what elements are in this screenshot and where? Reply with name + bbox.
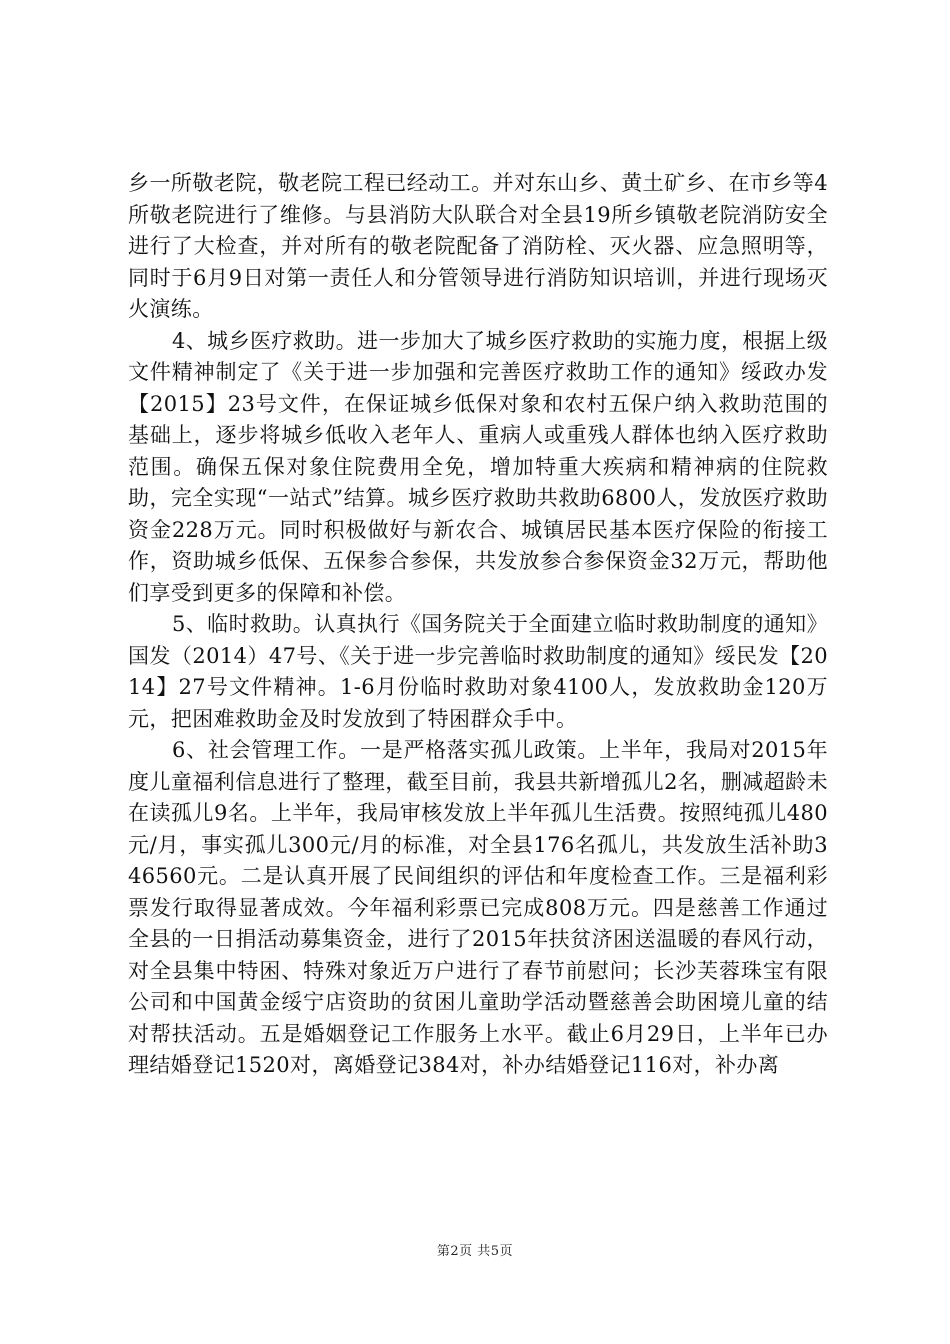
paragraph-temporary-assistance: 5、临时救助。认真执行《国务院关于全面建立临时救助制度的通知》国发（2014）47号、《关于进一步完善临时救助制度的通知》绥民发【2014】27号文件精神。1-6月份临时救助对象4100人，发放救助金120万元，把困难救助金及时发放到了特困群众手中。: [128, 612, 828, 731]
paragraph-social-management: 6、社会管理工作。一是严格落实孤儿政策。上半年，我局对2015年度儿童福利信息进行了整理，截至目前，我县共新增孤儿2名，删减超龄未在读孤儿9名。上半年，我局审核发放上半年孤儿生活费。按照纯孤儿480元/月，事实孤儿300元/月的标准，对全县176名孤儿，共发放生活补助346560元。二是认真开展了民间组织的评估和年度检查工作。三是福利彩票发行取得显著成效。今年福利彩票已完成808万元。四是慈善工作通过全县的一日捐活动募集资金，进行了2015年扶贫济困送温暖的春风行动，对全县集中特困、特殊对象近万户进行了春节前慰问；长沙芙蓉珠宝有限公司和中国黄金绥宁店资助的贫困儿童助学活动暨慈善会助困境儿童的结对帮扶活动。五是婚姻登记工作服务上水平。截止6月29日，上半年已办理结婚登记1520对，离婚登记384对，补办结婚登记116对，补办离: [128, 738, 828, 1077]
paragraph-nursing-homes: 乡一所敬老院，敬老院工程已经动工。并对东山乡、黄土矿乡、在市乡等4所敬老院进行了维修。与县消防大队联合对全县19所乡镇敬老院消防安全进行了大检查，并对所有的敬老院配备了消防栓、灭火器、应急照明等，同时于6月9日对第一责任人和分管领导进行消防知识培训，并进行现场灭火演练。: [128, 171, 828, 321]
document-body: [128, 168, 828, 1082]
paragraph-medical-assistance: 4、城乡医疗救助。进一步加大了城乡医疗救助的实施力度，根据上级文件精神制定了《关于进一步加强和完善医疗救助工作的通知》绥政办发【2015】23号文件，在保证城乡低保对象和农村五保户纳入救助范围的基础上，逐步将城乡低收入老年人、重病人或重残人群体也纳入医疗救助范围。确保五保对象住院费用全免，增加特重大疾病和精神病的住院救助，完全实现“一站式”结算。城乡医疗救助共救助6800人，发放医疗救助资金228万元。同时积极做好与新农合、城镇居民基本医疗保险的衔接工作，资助城乡低保、五保参合参保，共发放参合参保资金32万元，帮助他们享受到更多的保障和补偿。: [128, 328, 828, 605]
page-footer: 第2页 共5页: [436, 1244, 514, 1259]
